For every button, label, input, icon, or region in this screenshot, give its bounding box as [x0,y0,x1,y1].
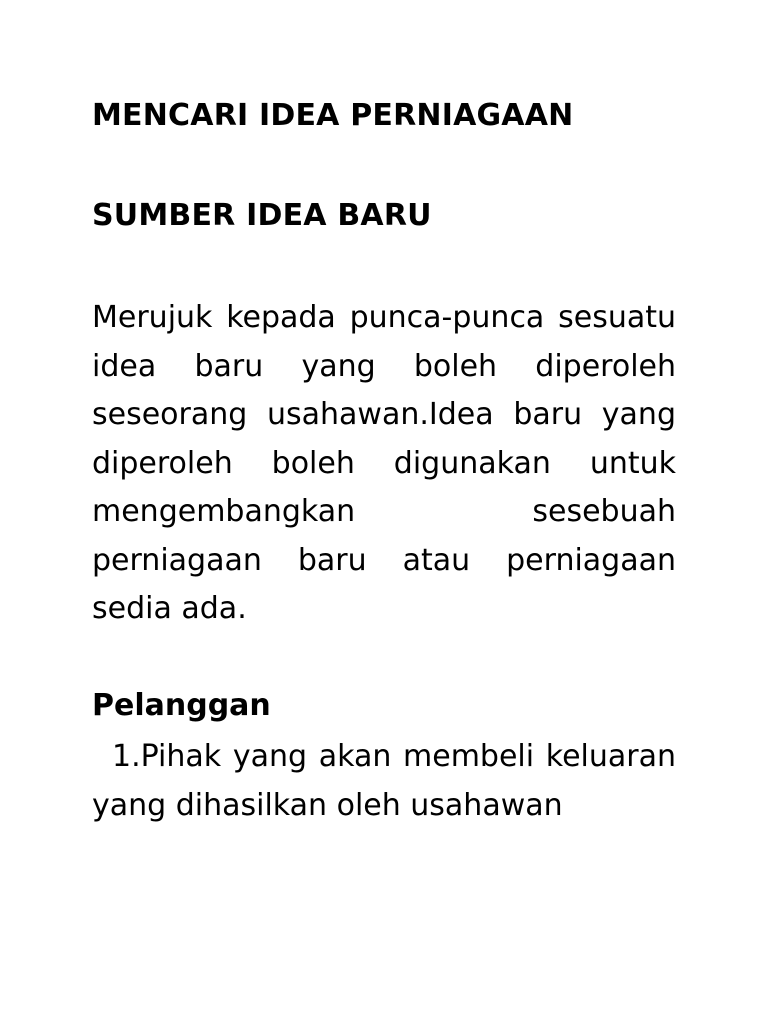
document-subtitle: SUMBER IDEA BARU [92,198,432,233]
document-title: MENCARI IDEA PERNIAGAAN [92,98,574,133]
list-item: 1.Pihak yang akan membeli keluaran yang dihasilkan oleh usahawan [92,739,676,823]
section-heading-pelanggan: Pelanggan [92,688,271,723]
body-paragraph: Merujuk kepada punca-punca sesuatu idea baru yang boleh diperoleh seseorang usahawan.Idea baru yang diperoleh boleh digunakan untuk mengembangkan sesebuah perniagaan baru atau perniagaan sedia ada. [92,300,676,626]
